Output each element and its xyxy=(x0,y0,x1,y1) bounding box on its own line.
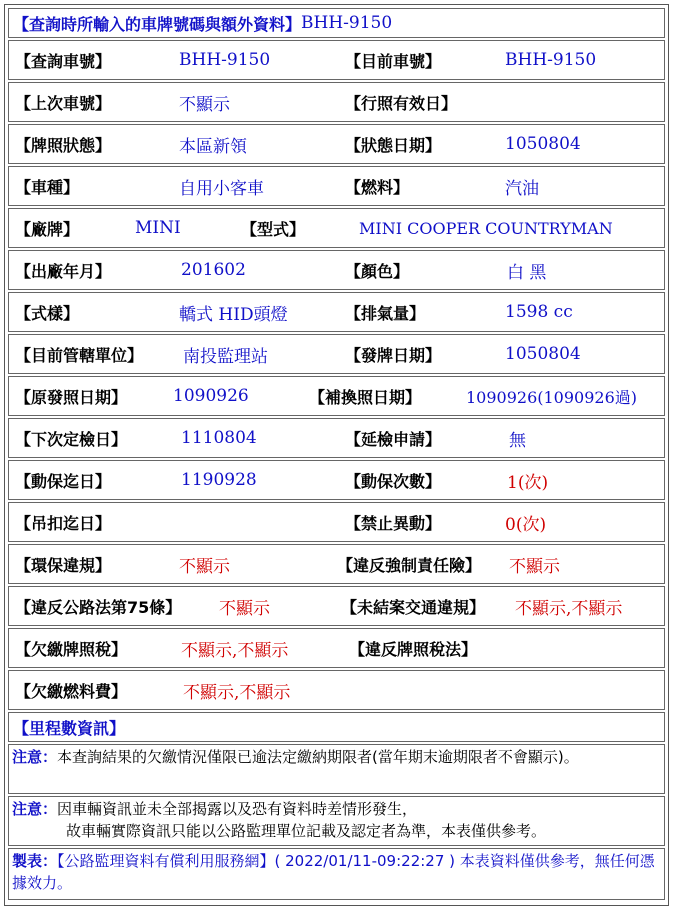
label-jurisdiction: 【目前管轄單位】 xyxy=(15,345,144,365)
value-displacement: 1598 cc xyxy=(505,302,573,322)
label-color: 【顏色】 xyxy=(345,261,410,281)
label-license-tax-violation: 【違反牌照稅法】 xyxy=(349,639,478,659)
row-original-license-date xyxy=(8,376,665,416)
value-reissue-date: 1090926(1090926過) xyxy=(466,387,638,407)
label-unsettled-traffic-violation: 【未結案交通違規】 xyxy=(341,597,486,617)
label-unpaid-fuel-fee: 【欠繳燃料費】 xyxy=(15,681,128,701)
value-lien-count: 1(次) xyxy=(507,472,549,493)
label-displacement: 【排氣量】 xyxy=(345,303,426,323)
row-suspension-end xyxy=(8,502,665,542)
value-unsettled-traffic-violation: 不顯示,不顯示 xyxy=(515,598,623,619)
label-original-license-date: 【原發照日期】 xyxy=(15,387,128,407)
value-next-inspection: 1110804 xyxy=(181,428,257,448)
value-body-style: 轎式 HID頭燈 xyxy=(179,304,288,325)
label-fuel: 【燃料】 xyxy=(345,177,410,197)
row-vehicle-type xyxy=(8,166,665,206)
value-model: MINI COOPER COUNTRYMAN xyxy=(359,218,613,238)
header-title-text: 【查詢時所輸入的車牌號碼與額外資料】 xyxy=(13,14,302,34)
label-transfer-ban: 【禁止異動】 xyxy=(345,513,442,533)
note-disclaimer-key: 注意： xyxy=(12,800,58,818)
value-transfer-ban: 0(次) xyxy=(505,514,547,535)
value-previous-plate: 不顯示 xyxy=(179,94,230,115)
label-environmental-violation: 【環保違規】 xyxy=(15,555,112,575)
row-query-plate xyxy=(8,40,665,80)
label-license-valid-date: 【行照有效日】 xyxy=(345,93,458,113)
query-header-title xyxy=(13,9,392,37)
value-query-plate: BHH-9150 xyxy=(179,50,271,70)
value-unpaid-fuel-fee: 不顯示,不顯示 xyxy=(183,682,291,703)
label-issue-date: 【發牌日期】 xyxy=(345,345,442,365)
row-body-style xyxy=(8,292,665,332)
value-plate-status: 本區新領 xyxy=(179,136,247,157)
label-status-date: 【狀態日期】 xyxy=(345,135,442,155)
note-disclaimer-line1-wrap xyxy=(12,798,661,820)
note-maker xyxy=(8,848,665,900)
value-lien-end: 1190928 xyxy=(181,470,257,490)
value-status-date: 1050804 xyxy=(505,134,581,154)
value-insurance-violation: 不顯示 xyxy=(509,556,560,577)
label-query-plate: 【查詢車號】 xyxy=(15,51,112,71)
label-lien-end: 【動保迄日】 xyxy=(15,471,112,491)
label-insurance-violation: 【違反強制責任險】 xyxy=(337,555,482,575)
label-previous-plate: 【上次車號】 xyxy=(15,93,112,113)
label-highway-act-violation: 【違反公路法第75條】 xyxy=(15,597,182,617)
note-overdue-text: 本查詢結果的欠繳情況僅限已逾法定繳納期限者(當年期末逾期限者不會顯示)。 xyxy=(57,748,579,766)
row-unpaid-fuel-fee xyxy=(8,670,665,710)
label-reissue-date: 【補換照日期】 xyxy=(309,387,422,407)
row-manufacture-date xyxy=(8,250,665,290)
label-model: 【型式】 xyxy=(241,219,306,239)
note-disclaimer-line1: 因車輛資訊並未全部揭露以及恐有資料時差情形發生， xyxy=(57,800,418,818)
mileage-row xyxy=(8,712,665,742)
note-overdue-key: 注意： xyxy=(12,748,58,766)
value-jurisdiction: 南投監理站 xyxy=(183,346,268,367)
label-suspension-end: 【吊扣迄日】 xyxy=(15,513,112,533)
row-brand xyxy=(8,208,665,248)
row-environmental-violation xyxy=(8,544,665,584)
label-current-plate: 【目前車號】 xyxy=(345,51,442,71)
header-plate: BHH-9150 xyxy=(301,13,393,33)
row-highway-act-violation xyxy=(8,586,665,626)
note-maker-key: 製表： xyxy=(12,852,58,870)
value-environmental-violation: 不顯示 xyxy=(179,556,230,577)
value-color: 白 黑 xyxy=(507,262,547,283)
value-current-plate: BHH-9150 xyxy=(505,50,597,70)
row-previous-plate xyxy=(8,82,665,122)
label-body-style: 【式樣】 xyxy=(15,303,80,323)
value-vehicle-type: 自用小客車 xyxy=(179,178,264,199)
row-unpaid-license-tax xyxy=(8,628,665,668)
label-inspection-extension: 【延檢申請】 xyxy=(345,429,442,449)
label-next-inspection: 【下次定檢日】 xyxy=(15,429,128,449)
label-brand: 【廠牌】 xyxy=(15,219,80,239)
mileage-title: 【里程數資訊】 xyxy=(13,718,126,738)
query-header-row xyxy=(8,8,665,38)
label-lien-count: 【動保次數】 xyxy=(345,471,442,491)
value-fuel: 汽油 xyxy=(505,178,539,199)
value-inspection-extension: 無 xyxy=(509,430,526,451)
note-overdue xyxy=(8,744,665,794)
value-issue-date: 1050804 xyxy=(505,344,581,364)
row-lien-end xyxy=(8,460,665,500)
value-brand: MINI xyxy=(135,218,181,238)
row-plate-status xyxy=(8,124,665,164)
note-disclaimer-line2: 故車輛實際資訊只能以公路監理單位記載及認定者為準，本表僅供參考。 xyxy=(66,822,547,840)
value-manufacture-date: 201602 xyxy=(181,260,246,280)
row-next-inspection xyxy=(8,418,665,458)
row-jurisdiction xyxy=(8,334,665,374)
label-plate-status: 【牌照狀態】 xyxy=(15,135,112,155)
note-maker-text: 【公路監理資料有償利用服務網】( 2022/01/11-09:22:27 ) 本表資料僅供參考，無任何憑據效力。 xyxy=(12,852,655,892)
note-disclaimer xyxy=(8,796,665,846)
label-unpaid-license-tax: 【欠繳牌照稅】 xyxy=(15,639,128,659)
value-original-license-date: 1090926 xyxy=(173,386,249,406)
label-manufacture-date: 【出廠年月】 xyxy=(15,261,112,281)
value-unpaid-license-tax: 不顯示,不顯示 xyxy=(181,640,289,661)
label-vehicle-type: 【車種】 xyxy=(15,177,80,197)
value-highway-act-violation: 不顯示 xyxy=(219,598,270,619)
